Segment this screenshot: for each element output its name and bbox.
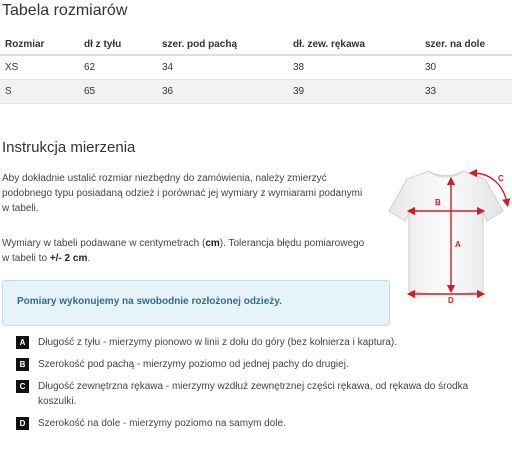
measurement-legend (16, 335, 476, 438)
legend-text: Długość z tyłu - mierzymy pionowo w linii z dołu do góry (bez kołnierza i kaptura). (38, 337, 398, 348)
table-cell: 33 (420, 80, 512, 104)
column-header-sleeve-length: dł. zew. rękawa (288, 34, 420, 55)
table-cell: 65 (79, 80, 157, 104)
tolerance-text-end: . (87, 253, 91, 264)
legend-text: Szerokość pod pachą - mierzymy poziomo od jednej pachy do drugiej. (38, 359, 349, 370)
tolerance-value: +/- 2 cm (49, 253, 88, 264)
table-cell: 62 (79, 55, 157, 80)
legend-text: Szerokość na dole - mierzymy poziomo na samym dole. (38, 418, 286, 429)
letter-a-badge: A (16, 336, 29, 349)
column-header-size: Rozmiar (0, 34, 79, 55)
label-c: C (498, 174, 504, 183)
table-cell: 39 (288, 80, 420, 104)
size-table-header-row (0, 34, 512, 55)
tolerance-text-mid: ). Tolerancja błędu pomiarowego w tabeli to (2, 238, 365, 264)
label-b: B (435, 198, 441, 207)
size-table-title: Tabela rozmiarów (2, 2, 128, 19)
column-header-back-length: dł z tyłu (79, 34, 157, 55)
tshirt-measurement-diagram (385, 163, 512, 305)
legend-item-b (16, 357, 476, 372)
table-cell: S (0, 80, 79, 104)
label-a: A (455, 240, 461, 249)
instructions-title: Instrukcja mierzenia (2, 139, 136, 156)
letter-c-badge: C (16, 380, 29, 393)
legend-item-a (16, 335, 476, 350)
table-row (0, 55, 512, 80)
tolerance-text-start: Wymiary w tabeli podawane w centymetrach ( (2, 238, 206, 249)
legend-text: Długość zewnętrzna rękawa - mierzymy wzdłuż zewnętrznej części rękawa, od rękawa do środka koszulki. (38, 381, 469, 407)
table-cell: 38 (288, 55, 420, 80)
unit-text: cm (205, 238, 220, 249)
tolerance-paragraph (2, 236, 372, 266)
table-cell: 34 (157, 55, 288, 80)
legend-item-d (16, 416, 476, 431)
letter-d-badge: D (16, 417, 29, 430)
table-cell: XS (0, 55, 79, 80)
legend-item-c (16, 379, 476, 409)
label-d: D (448, 296, 454, 305)
table-cell: 30 (420, 55, 512, 80)
table-row (0, 80, 512, 104)
info-note: Pomiary wykonujemy na swobodnie rozłożonej odzieży. (2, 280, 390, 326)
table-cell: 36 (157, 80, 288, 104)
letter-b-badge: B (16, 358, 29, 371)
size-table (0, 34, 512, 104)
column-header-bottom-width: szer. na dole (420, 34, 512, 55)
column-header-armpit-width: szer. pod pachą (157, 34, 288, 55)
instructions-paragraph: Aby dokładnie ustalić rozmiar niezbędny do zamówienia, należy zmierzyć podobnego typu posiadaną odzież i porównać jej wymiary z wymiarami podanymi w tabeli. (2, 173, 363, 214)
tshirt-icon (389, 171, 503, 294)
